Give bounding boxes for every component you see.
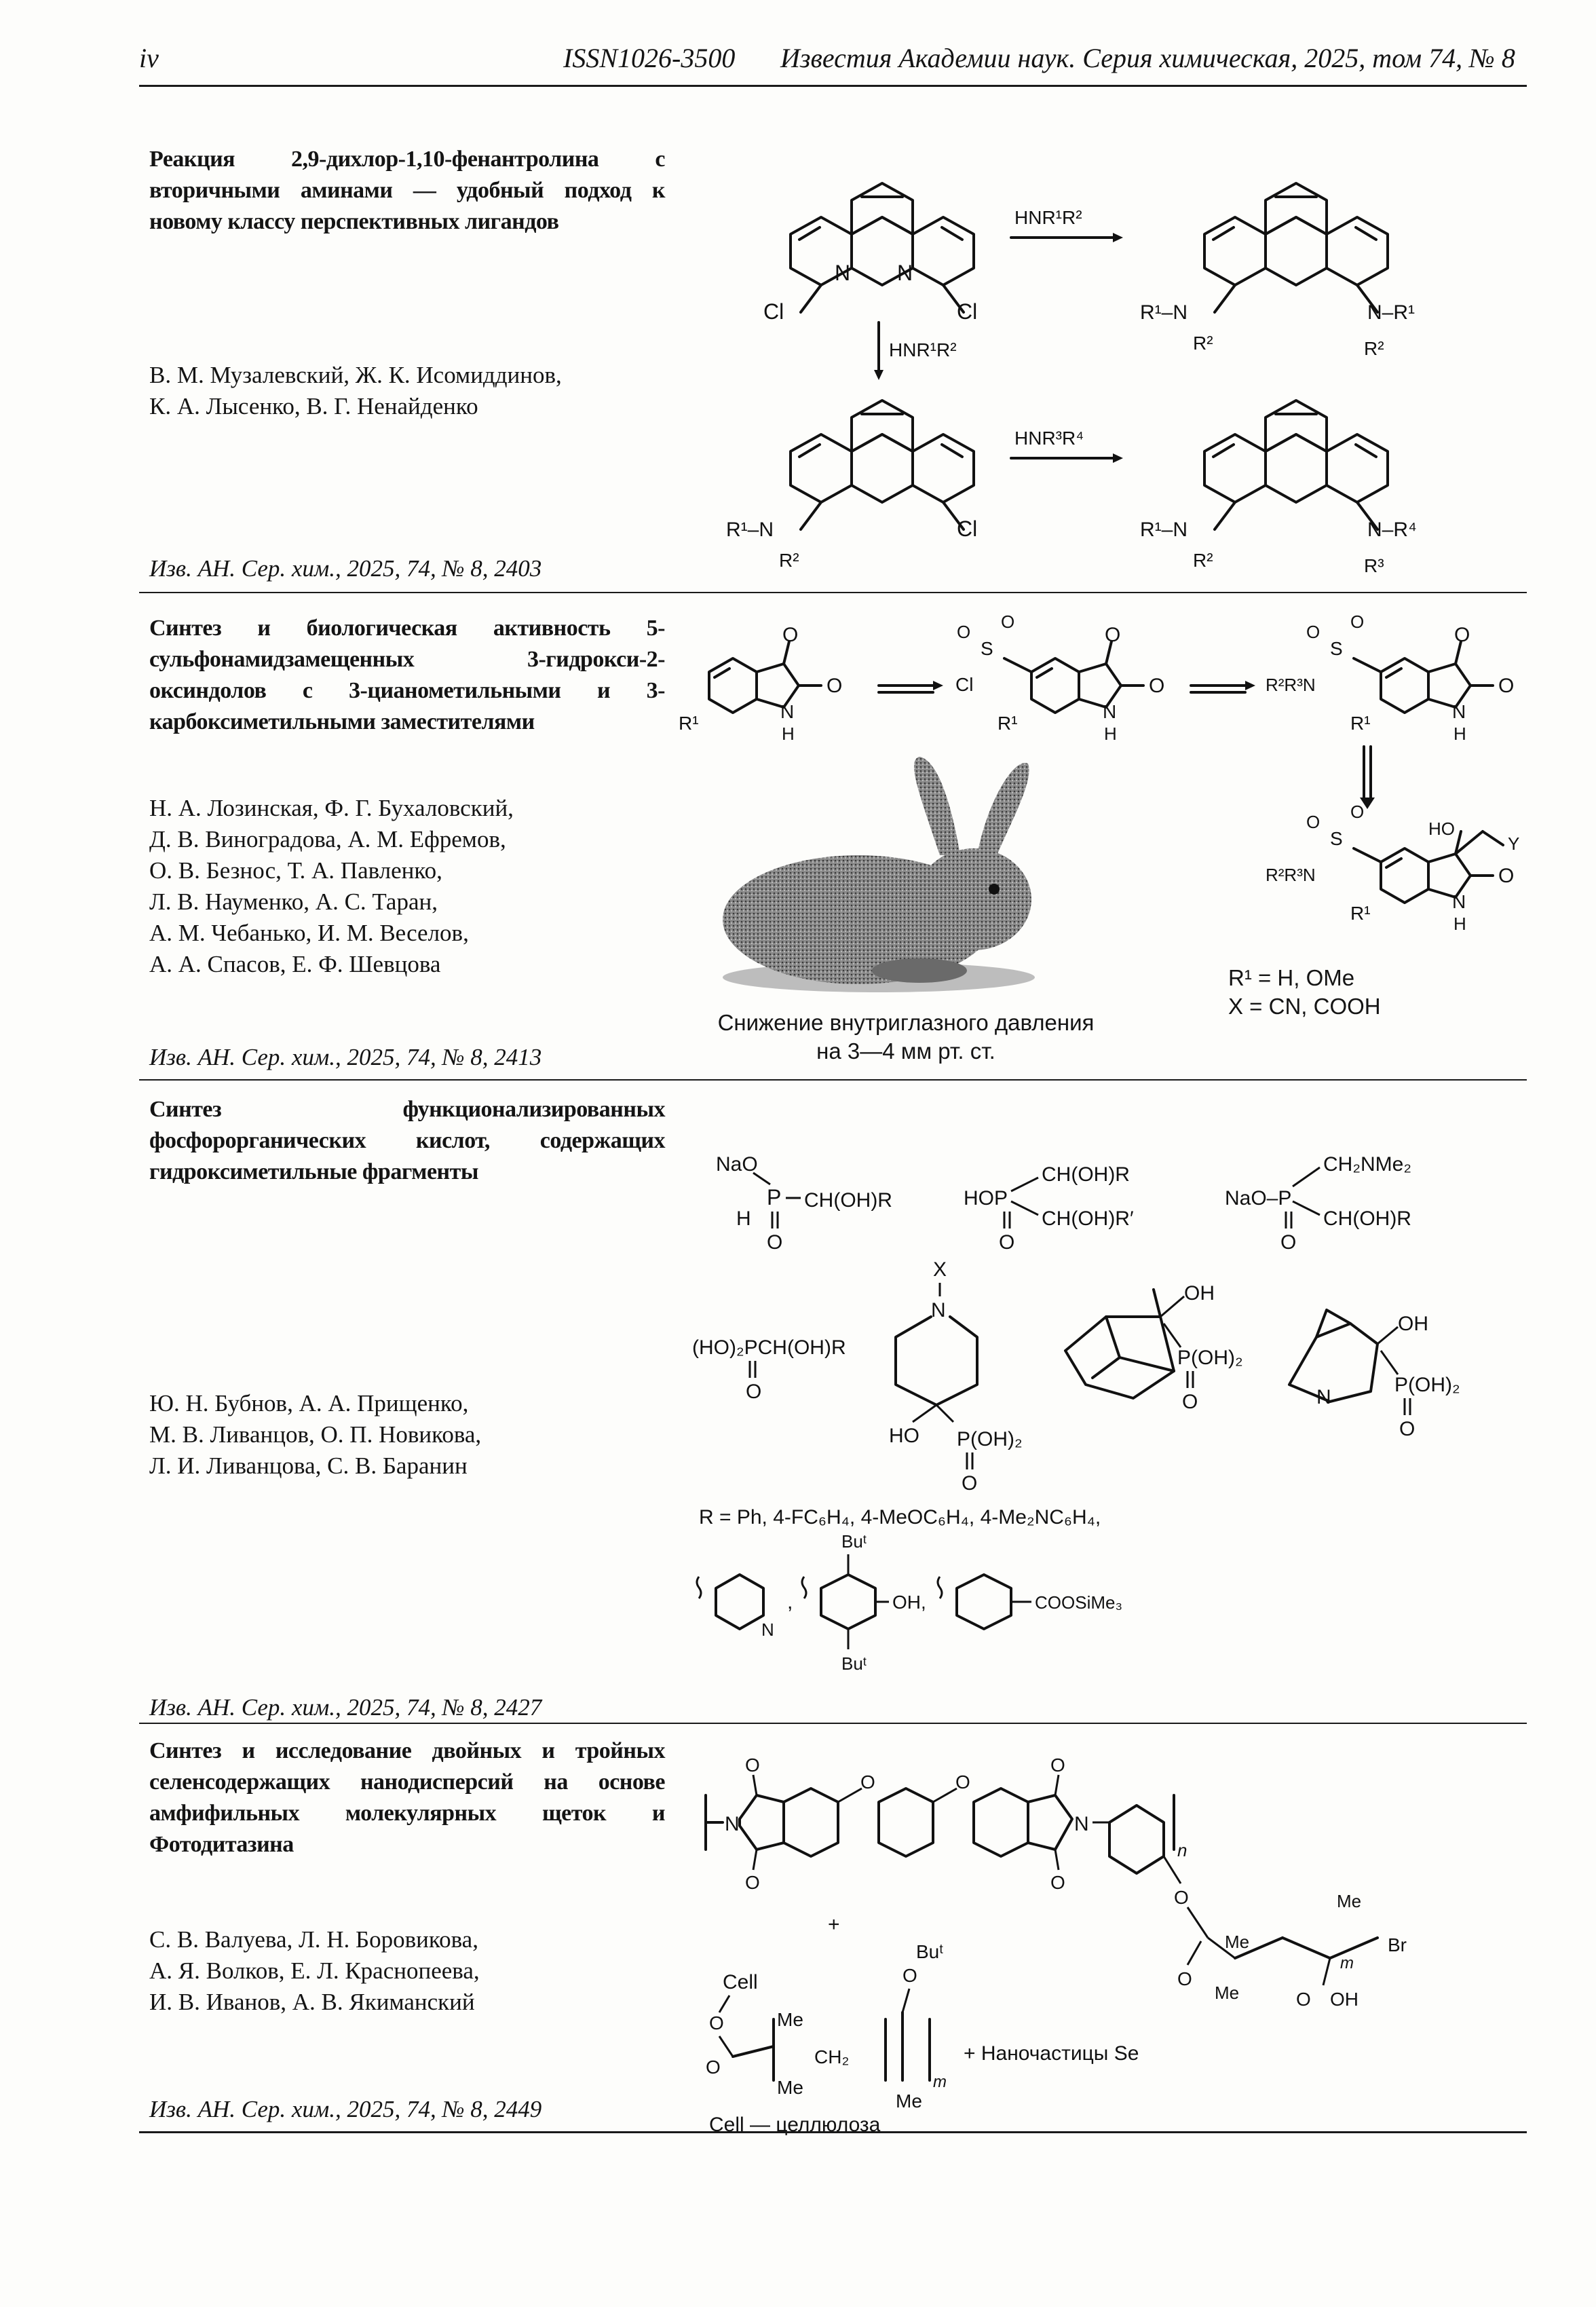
- ch2nme2: CH₂NMe₂: [1323, 1153, 1411, 1176]
- atom-o: O: [1050, 1872, 1065, 1893]
- condition-line: R¹ = H, OMe: [1228, 965, 1355, 990]
- atom-n: N: [780, 701, 795, 722]
- atom-o: O: [1306, 622, 1320, 642]
- page-number: iv: [139, 43, 159, 73]
- entry-2-authors: [149, 793, 679, 980]
- atom-o: O: [1306, 812, 1320, 832]
- atom-o: O: [709, 2012, 724, 2033]
- hop: HOP: [964, 1187, 1008, 1209]
- atom-o: O: [955, 1771, 970, 1793]
- atom-p: P: [767, 1185, 782, 1209]
- cooti: COOSiMe₃: [1035, 1592, 1123, 1613]
- atom-o: O: [1177, 1968, 1192, 1989]
- hoph: (HO)₂PCH(OH)R: [692, 1336, 846, 1359]
- atom-o: O: [957, 622, 971, 642]
- atom-o: O: [1105, 624, 1121, 646]
- atom-o: O: [745, 1872, 760, 1893]
- substituent-conditions: [1228, 964, 1381, 1021]
- atom-o: O: [745, 1755, 760, 1776]
- r1: R¹: [1350, 903, 1371, 924]
- entry-divider: [139, 1079, 1527, 1081]
- entry-2-reference: Изв. АН. Сер. хим., 2025, 74, № 8, 2413: [149, 1044, 542, 1070]
- entry-3-title: Синтез функционализированных фосфорорганических кислот, содержащих гидроксиметильные фрагменты: [149, 1097, 665, 1184]
- substituent-y: Y: [1508, 833, 1520, 854]
- atom-n: N: [1316, 1386, 1331, 1408]
- atom-o: O: [1149, 675, 1165, 697]
- issn: ISSN1026-3500: [563, 43, 736, 73]
- caption-line: Снижение внутриглазного давления: [717, 1010, 1095, 1035]
- atom-o: O: [902, 1965, 917, 1986]
- r2: R²: [1364, 338, 1384, 359]
- r1: R¹: [679, 713, 699, 734]
- atom-n: N: [1103, 701, 1117, 722]
- entry-4-reference: Изв. АН. Сер. хим., 2025, 74, № 8, 2449: [149, 2096, 542, 2122]
- r2: R²: [1193, 550, 1213, 571]
- r1-n: R¹–N: [726, 519, 774, 541]
- poh2: P(OH)₂: [957, 1428, 1023, 1450]
- atom-o: O: [1350, 802, 1365, 822]
- atom-n: N: [761, 1619, 774, 1640]
- atom-n: N: [1074, 1813, 1089, 1835]
- entry-3-authors: [149, 1388, 679, 1482]
- atom-o: O: [1001, 612, 1015, 632]
- atom-n: N: [1452, 701, 1466, 722]
- atom-o: O: [706, 2057, 721, 2078]
- atom-s: S: [1330, 828, 1343, 849]
- poh2: P(OH)₂: [1177, 1347, 1243, 1369]
- hydroxyl: OH: [1398, 1313, 1428, 1335]
- choh-prime: CH(OH)R′: [1042, 1207, 1134, 1230]
- subscript-m: m: [933, 2073, 947, 2091]
- atom-h: H: [1104, 724, 1117, 744]
- r1: R¹: [1350, 713, 1371, 734]
- hydroxyl: OH: [1330, 1989, 1358, 2010]
- methyl: Me: [777, 2009, 803, 2030]
- plus: +: [828, 1913, 840, 1936]
- atom-cl: Cl: [957, 299, 978, 324]
- author-line: С. В. Валуева, Л. Н. Боровикова,: [149, 1926, 478, 1953]
- entry-divider: [139, 1723, 1527, 1724]
- atom-n: N: [931, 1299, 946, 1321]
- entry-2-title: Синтез и биологическая активность 5-сульфонамидзамещенных 3-гидрокси-2-оксиндолов с 3-цианометильными и 3-карбоксиметильными заместителями: [149, 616, 665, 734]
- author-line: А. А. Спасов, Е. Ф. Шевцова: [149, 951, 441, 977]
- atom-o: O: [1498, 675, 1515, 697]
- r2r3n: R²R³N: [1266, 865, 1316, 885]
- atom-h: H: [782, 724, 795, 744]
- choh: CH(OH)R: [804, 1189, 892, 1212]
- entry-4-authors: [149, 1924, 679, 2018]
- methyl: Me: [1215, 1983, 1240, 2003]
- r1-n: R¹–N: [1140, 301, 1188, 324]
- r2: R²: [1193, 333, 1213, 354]
- entry-4-title: Синтез и исследование двойных и тройных селенсодержащих нанодисперсий на основе амфифильных молекулярных щеток и Фотодитазина: [149, 1738, 665, 1857]
- n-r1: N–R¹: [1367, 301, 1416, 324]
- hydroxyl: OH,: [892, 1592, 926, 1613]
- atom-o: O: [746, 1381, 762, 1403]
- author-line: Н. А. Лозинская, Ф. Г. Бухаловский,: [149, 795, 514, 821]
- atom-o: O: [826, 675, 843, 697]
- journal-title: Известия Академии наук. Серия химическая, 2025, том 74, № 8: [780, 43, 1515, 73]
- atom-h: H: [1454, 914, 1466, 934]
- author-line: А. М. Чебанько, И. М. Веселов,: [149, 920, 469, 946]
- atom-o: O: [999, 1231, 1015, 1254]
- r3: R³: [1364, 555, 1384, 576]
- author-line: Д. В. Виноградова, А. М. Ефремов,: [149, 826, 506, 852]
- cell-note: Cell — целлюлоза: [709, 2114, 881, 2136]
- choh: CH(OH)R: [1323, 1207, 1411, 1230]
- atom-n: N: [725, 1813, 740, 1835]
- atom-o: O: [1399, 1418, 1416, 1440]
- subscript-m: m: [1340, 1954, 1354, 1972]
- atom-s: S: [981, 638, 993, 659]
- rabbit-illustration: [716, 753, 1069, 998]
- author-line: Ю. Н. Бубнов, А. А. Прищенко,: [149, 1390, 469, 1417]
- r1-n: R¹–N: [1140, 519, 1188, 541]
- atom-cl: Cl: [955, 674, 974, 695]
- tert-butyl: Buᵗ: [841, 1531, 867, 1552]
- header-rule: [139, 85, 1527, 87]
- atom-n: N: [835, 261, 851, 285]
- caption-line: на 3—4 мм рт. ст.: [816, 1038, 995, 1064]
- hydroxyl: OH: [1184, 1282, 1215, 1305]
- atom-s: S: [1330, 638, 1343, 659]
- atom-o: O: [1280, 1231, 1297, 1254]
- methyl: Me: [1337, 1891, 1362, 1911]
- atom-o: O: [962, 1472, 978, 1495]
- methyl: Me: [1225, 1932, 1250, 1952]
- methyl: Me: [777, 2077, 803, 2098]
- bromine: Br: [1388, 1934, 1407, 1955]
- reagent-3: HNR³R⁴: [1014, 428, 1084, 449]
- atom-o: O: [1350, 612, 1365, 632]
- tert-butyl: Buᵗ: [916, 1941, 944, 1962]
- cell: Cell: [723, 1971, 758, 1993]
- atom-n: N: [897, 261, 913, 285]
- atom-o: O: [860, 1771, 875, 1793]
- figure-caption: [696, 1009, 1116, 1066]
- atom-h: H: [1454, 724, 1466, 744]
- atom-o: O: [1296, 1989, 1311, 2010]
- r2: R²: [779, 550, 799, 571]
- author-line: В. М. Музалевский, Ж. К. Исомиддинов,: [149, 362, 562, 388]
- phosphorus-acids-scheme: [685, 1113, 1520, 1683]
- substituent-x: X: [933, 1258, 947, 1281]
- running-header: [0, 42, 1596, 90]
- entry-1-authors: [149, 360, 679, 422]
- tert-butyl: Buᵗ: [841, 1653, 867, 1674]
- condition-line: X = CN, COOH: [1228, 994, 1381, 1019]
- phenanthroline-scheme: [706, 153, 1520, 587]
- subscript-n: n: [1177, 1840, 1188, 1860]
- atom-h: H: [736, 1207, 751, 1230]
- entry-1-title: Реакция 2,9-дихлор-1,10-фенантролина с вторичными аминами — удобный подход к новому классу перспективных лигандов: [149, 147, 665, 234]
- hydroxyl: HO: [1428, 819, 1455, 839]
- r1: R¹: [998, 713, 1018, 734]
- poh2: P(OH)₂: [1394, 1374, 1460, 1396]
- entry-divider: [139, 592, 1527, 593]
- atom-cl: Cl: [957, 517, 978, 541]
- atom-o: O: [1454, 624, 1470, 646]
- author-line: М. В. Ливанцов, О. П. Новикова,: [149, 1421, 482, 1448]
- atom-n: N: [1452, 891, 1466, 912]
- n-r4: N–R⁴: [1367, 519, 1417, 541]
- polyimide-scheme: [699, 1734, 1527, 2141]
- comma: ,: [787, 1591, 793, 1613]
- atom-o: O: [1182, 1391, 1198, 1413]
- atom-o: O: [1050, 1755, 1065, 1776]
- entry-3-reference: Изв. АН. Сер. хим., 2025, 74, № 8, 2427: [149, 1694, 542, 1721]
- footer-rule: [139, 2131, 1527, 2133]
- nao: NaO: [716, 1153, 758, 1176]
- r2r3n: R²R³N: [1266, 675, 1316, 695]
- se-nanoparticles: + Наночастицы Se: [964, 2042, 1139, 2065]
- atom-cl: Cl: [763, 299, 784, 324]
- atom-o: O: [767, 1231, 783, 1254]
- methyl: Me: [896, 2090, 922, 2112]
- author-line: И. В. Иванов, А. В. Якиманский: [149, 1989, 475, 2015]
- entry-1-reference: Изв. АН. Сер. хим., 2025, 74, № 8, 2403: [149, 555, 542, 582]
- r-definition: R = Ph, 4-FC₆H₄, 4-MeOC₆H₄, 4-Me₂NC₆H₄,: [699, 1506, 1101, 1528]
- author-line: Л. В. Науменко, А. С. Таран,: [149, 888, 438, 915]
- author-line: А. Я. Волков, Е. Л. Краснопеева,: [149, 1957, 480, 1984]
- hydroxyl: HO: [889, 1425, 919, 1447]
- reagent-1: HNR¹R²: [1014, 207, 1082, 228]
- methylene: CH₂: [814, 2046, 850, 2067]
- reagent-2: HNR¹R²: [889, 339, 957, 360]
- naop: NaO–P: [1225, 1187, 1292, 1209]
- atom-o: O: [1498, 865, 1515, 887]
- choh: CH(OH)R: [1042, 1163, 1130, 1186]
- author-line: Л. И. Ливанцова, С. В. Баранин: [149, 1452, 468, 1479]
- atom-o: O: [1174, 1887, 1189, 1908]
- atom-o: O: [782, 624, 799, 646]
- author-line: К. А. Лысенко, В. Г. Ненайденко: [149, 393, 478, 419]
- author-line: О. В. Безнос, Т. А. Павленко,: [149, 857, 442, 884]
